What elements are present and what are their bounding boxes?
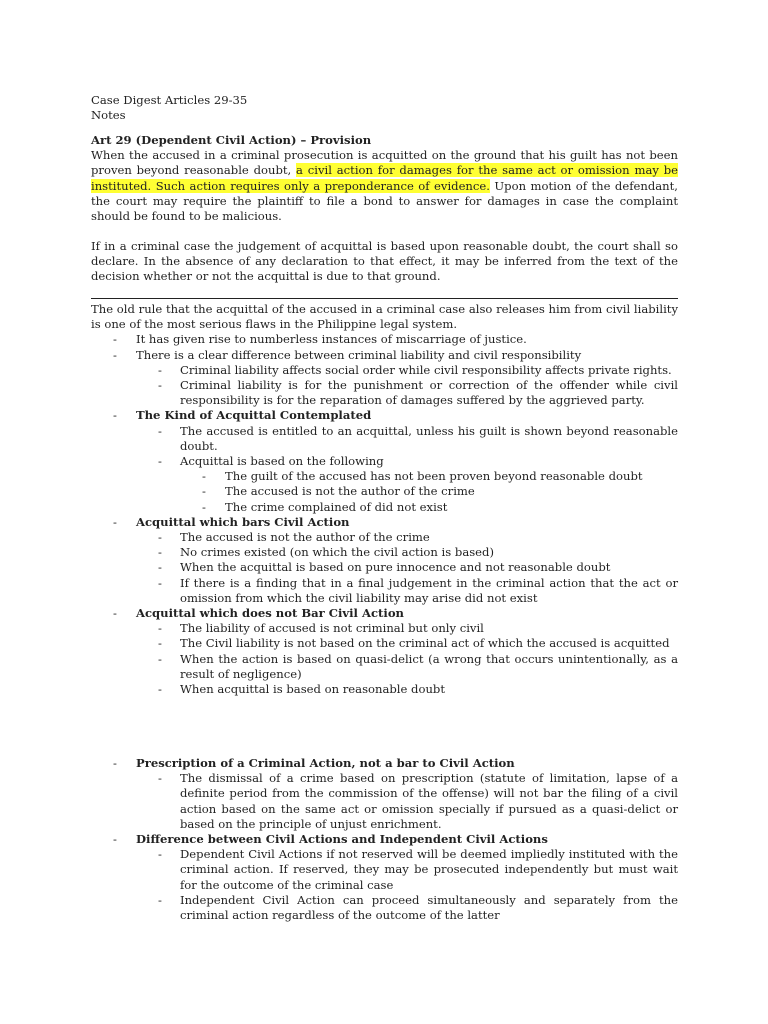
list-item: - Dependent Civil Actions if not reserved will be deemed impliedly instituted with the criminal action. If reserved, they may be prosecuted independently but must wait for the outcome of the criminal case [158,847,678,892]
list-heading-kind-of-acquittal: - The Kind of Acquittal Contemplated [113,408,372,423]
dash-bullet: - [158,560,162,575]
notes-section [91,302,678,697]
art29-heading: Art 29 (Dependent Civil Action) – Provision [91,133,372,147]
dash-bullet: - [158,892,162,907]
dash-bullet: - [113,832,117,847]
art29-paragraph-2: If in a criminal case the judgement of acquittal is based upon reasonable doubt, the court shall so declare. In the absence of any declaration to that effect, it may be inferred from the text of the decision whether or not the acquittal is due to that ground. [91,239,678,284]
dash-bullet: - [158,454,162,469]
art29-paragraph-2-wrap [91,239,678,285]
dash-bullet: - [158,423,162,438]
list-item: - The dismissal of a crime based on prescription (statute of limitation, lapse of a definite period from the commission of the offense) will not bar the filing of a civil action based on the same act or omission specially if pursued as a quasi-delict or based on the principle of unjust enrichment. [158,771,678,831]
dash-bullet: - [202,484,206,499]
dash-bullet: - [202,499,206,514]
list-item: - When the action is based on quasi-delict (a wrong that occurs unintentionally, as a result of negligence) [158,651,678,681]
dash-bullet: - [158,378,162,393]
dash-bullet: - [158,530,162,545]
dash-bullet: - [113,347,117,362]
list-heading-acquittal-bars: - Acquittal which bars Civil Action [113,514,350,529]
art29-para1-start: When the accused in a criminal prosecution is acquitted on the ground that his guilt has not been proven beyond reasonable doubt, [91,148,678,178]
dash-bullet: - [158,636,162,651]
list-item: - The crime complained of did not exist [202,499,448,514]
list-item: - The accused is not the author of the crime [158,530,430,545]
list-item: - The guilt of the accused has not been proven beyond reasonable doubt [202,469,643,484]
dash-bullet: - [113,514,117,529]
list-item: - The accused is entitled to an acquittal, unless his guilt is shown beyond reasonable doubt. [158,423,678,453]
list-item: - Criminal liability affects social order while civil responsibility affects private rights. [158,362,672,377]
list-item: - The liability of accused is not criminal but only civil [158,621,484,636]
dash-bullet: - [158,621,162,636]
list-heading-prescription: - Prescription of a Criminal Action, not a bar to Civil Action [113,756,515,770]
list-item: - There is a clear difference between criminal liability and civil responsibility [113,347,582,362]
dash-bullet: - [113,606,117,621]
dash-bullet: - [158,651,162,666]
section-divider [91,298,678,299]
notes-section-continued [91,756,678,923]
list-heading-acquittal-not-bar: - Acquittal which does not Bar Civil Action [113,606,404,621]
document-header [91,93,678,123]
list-item: - Criminal liability is for the punishment or correction of the offender while civil responsibility is for the reparation of damages suffered by the aggrieved party. [158,378,678,408]
dash-bullet: - [113,332,117,347]
list-heading-difference: - Difference between Civil Actions and Independent Civil Actions [113,832,548,847]
list-item: - When the acquittal is based on pure innocence and not reasonable doubt [158,560,611,575]
art29-para1-end: Upon motion of the defendant, the court may require the plaintiff to file a bond to answer for damages in case the complaint should be found to be malicious. [91,178,678,224]
list-item: - When acquittal is based on reasonable doubt [158,682,445,697]
dash-bullet: - [113,408,117,423]
dash-bullet: - [158,362,162,377]
dash-bullet: - [202,469,206,484]
document-title: Case Digest Articles 29-35 [91,93,248,107]
list-item: - The Civil liability is not based on the criminal act of which the accused is acquitted [158,636,670,651]
list-item: - No crimes existed (on which the civil action is based) [158,545,494,560]
highlighted-text: a civil action for damages for the same act or omission may be instituted. Such action requires only a preponderance of evidence. [91,163,679,193]
notes-intro: The old rule that the acquittal of the accused in a criminal case also releases him from civil liability is one of the most serious flaws in the Philippine legal system. [91,302,678,332]
dash-bullet: - [158,682,162,697]
dash-bullet: - [113,756,117,770]
list-item: - If there is a finding that in a final judgement in the criminal action that the act or omission from which the civil liability may arise did not exist [158,575,678,605]
list-item: - It has given rise to numberless instances of miscarriage of justice. [113,332,527,347]
art29-paragraph-1 [91,148,678,224]
dash-bullet: - [158,771,162,786]
art29-section [91,133,678,224]
list-item: - The accused is not the author of the crime [202,484,475,499]
list-item: - Independent Civil Action can proceed simultaneously and separately from the criminal action regardless of the outcome of the latter [158,892,678,923]
dash-bullet: - [158,575,162,590]
dash-bullet: - [158,847,162,862]
document-notes-label: Notes [91,108,126,123]
dash-bullet: - [158,545,162,560]
list-item: - Acquittal is based on the following [158,454,384,469]
